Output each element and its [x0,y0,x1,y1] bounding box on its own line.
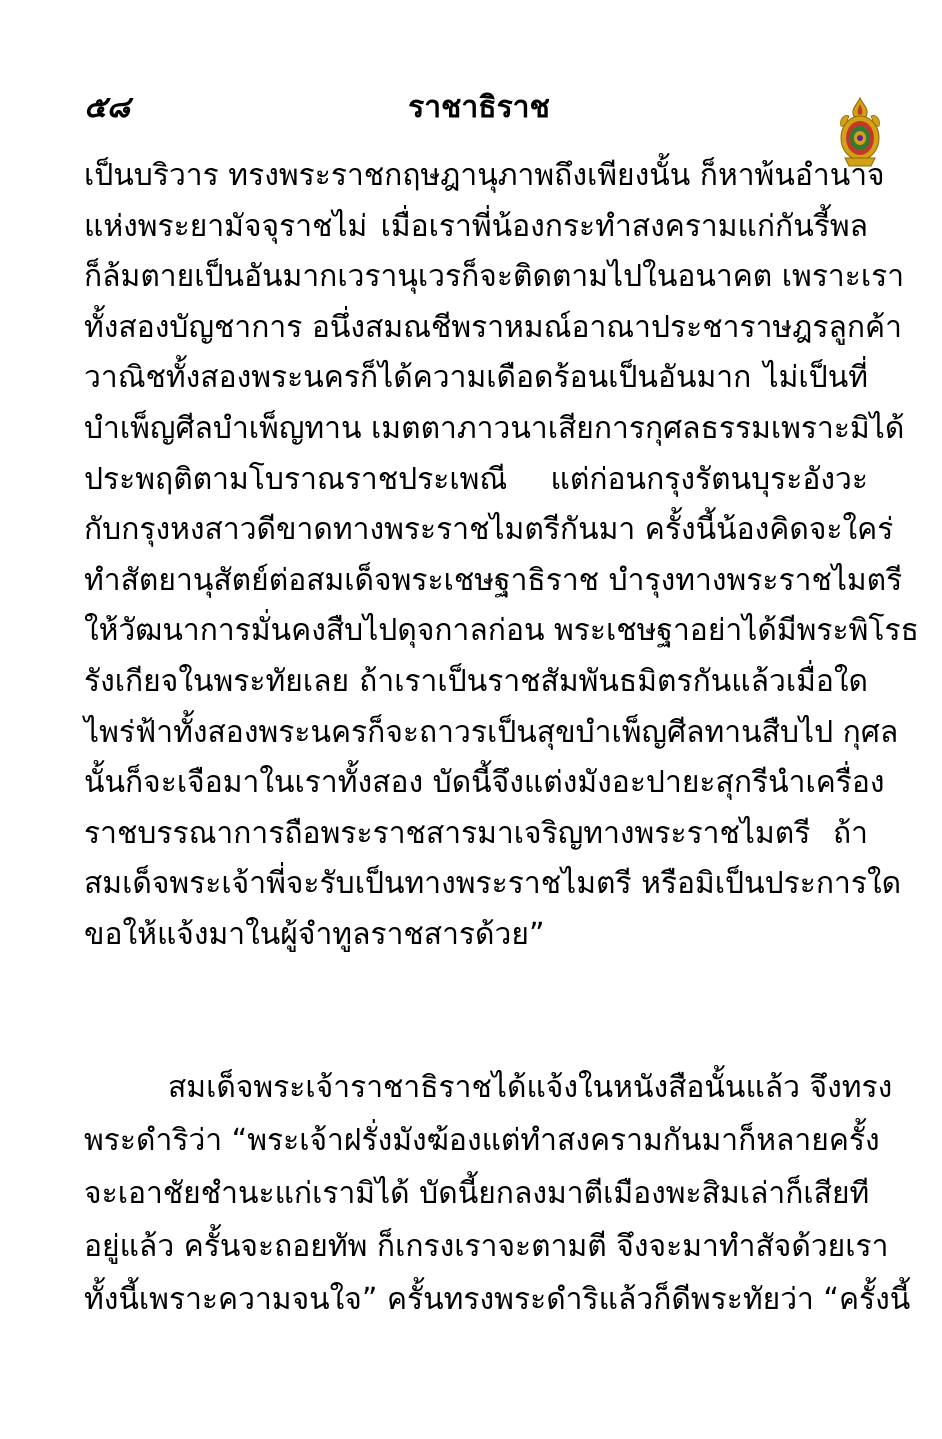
page-header [84,76,874,136]
text-line: เป็นบริวาร ทรงพระราชกฤษฎานุภาพถึงเพียงนั้น ก็หาพ้นอำนาจ [84,158,885,193]
text-line: ประพฤติตามโบราณราชประเพณี แต่ก่อนกรุงรัตนบุระอังวะ [84,461,868,497]
text-line: อยู่แล้ว ครั้นจะถอยทัพ ก็เกรงเราจะตามตี จึงจะมาทำสัจด้วยเรา [84,1229,889,1264]
text-line: ก็ล้มตายเป็นอันมากเวรานุเวรก็จะติดตามไปในอนาคต เพราะเรา [84,259,905,295]
text-line: ให้วัฒนาการมั่นคงสืบไปดุจกาลก่อน พระเชษฐาอย่าได้มีพระพิโรธ [84,613,919,649]
text-line: บำเพ็ญศีลบำเพ็ญทาน เมตตาภาวนาเสียการกุศลธรรมเพราะมิได้ [84,410,905,446]
text-line: แห่งพระยามัจจุราชไม่ เมื่อเราพี่น้องกระทำสงครามแก่กันรี้พล [84,208,868,244]
text-line: กับกรุงหงสาวดีขาดทางพระราชไมตรีกันมา ครั้งนี้น้องคิดจะใคร่ [84,512,894,548]
text-line: ทำสัตยานุสัตย์ต่อสมเด็จพระเชษฐาธิราช บำรุงทางพระราชไมตรี [84,562,903,598]
text-line: ทั้งนี้เพราะความจนใจ” ครั้นทรงพระดำริแล้วก็ดีพระทัยว่า “ครั้งนี้ [84,1282,911,1317]
text-line: วาณิชทั้งสองพระนครก็ได้ความเดือดร้อนเป็นอันมาก ไม่เป็นที่ [84,360,868,396]
page-number: ๕๘ [84,90,130,125]
paragraph-1 [84,151,919,961]
text-line: จะเอาชัยชำนะแก่เรามิได้ บัดนี้ยกลงมาตีเมืองพะสิมเล่าก็เสียที [84,1176,870,1211]
text-line: ไพร่ฟ้าทั้งสองพระนครก็จะถาวรเป็นสุขบำเพ็ญศีลทานสืบไป กุศล [84,714,899,750]
text-line: ขอให้แจ้งมาในผู้จำทูลราชสารด้วย” [84,916,545,952]
text-line: สมเด็จพระเจ้าราชาธิราชได้แจ้งในหนังสือนั้นแล้ว จึงทรง [168,1070,893,1105]
text-line: สมเด็จพระเจ้าพี่จะรับเป็นทางพระราชไมตรี หรือมิเป็นประการใด [84,866,902,902]
paragraph-2 [84,1061,911,1326]
text-line: รังเกียจในพระทัยเลย ถ้าเราเป็นราชสัมพันธมิตรกันแล้วเมื่อใด [84,663,868,699]
text-line: ราชบรรณาการถือพระราชสารมาเจริญทางพระราชไมตรี ถ้า [84,815,868,851]
text-line: ทั้งสองบัญชาการ อนึ่งสมณชีพราหมณ์อาณาประชาราษฎรลูกค้า [84,309,902,345]
text-line: พระดำริว่า “พระเจ้าฝรั่งมังฆ้องแต่ทำสงครามกันมาก็หลายครั้ง [84,1123,880,1158]
text-line: นั้นก็จะเจือมาในเราทั้งสอง บัดนี้จึงแต่งมังอะปายะสุกรีนำเครื่อง [84,765,885,801]
running-title: ราชาธิราช [408,90,550,125]
